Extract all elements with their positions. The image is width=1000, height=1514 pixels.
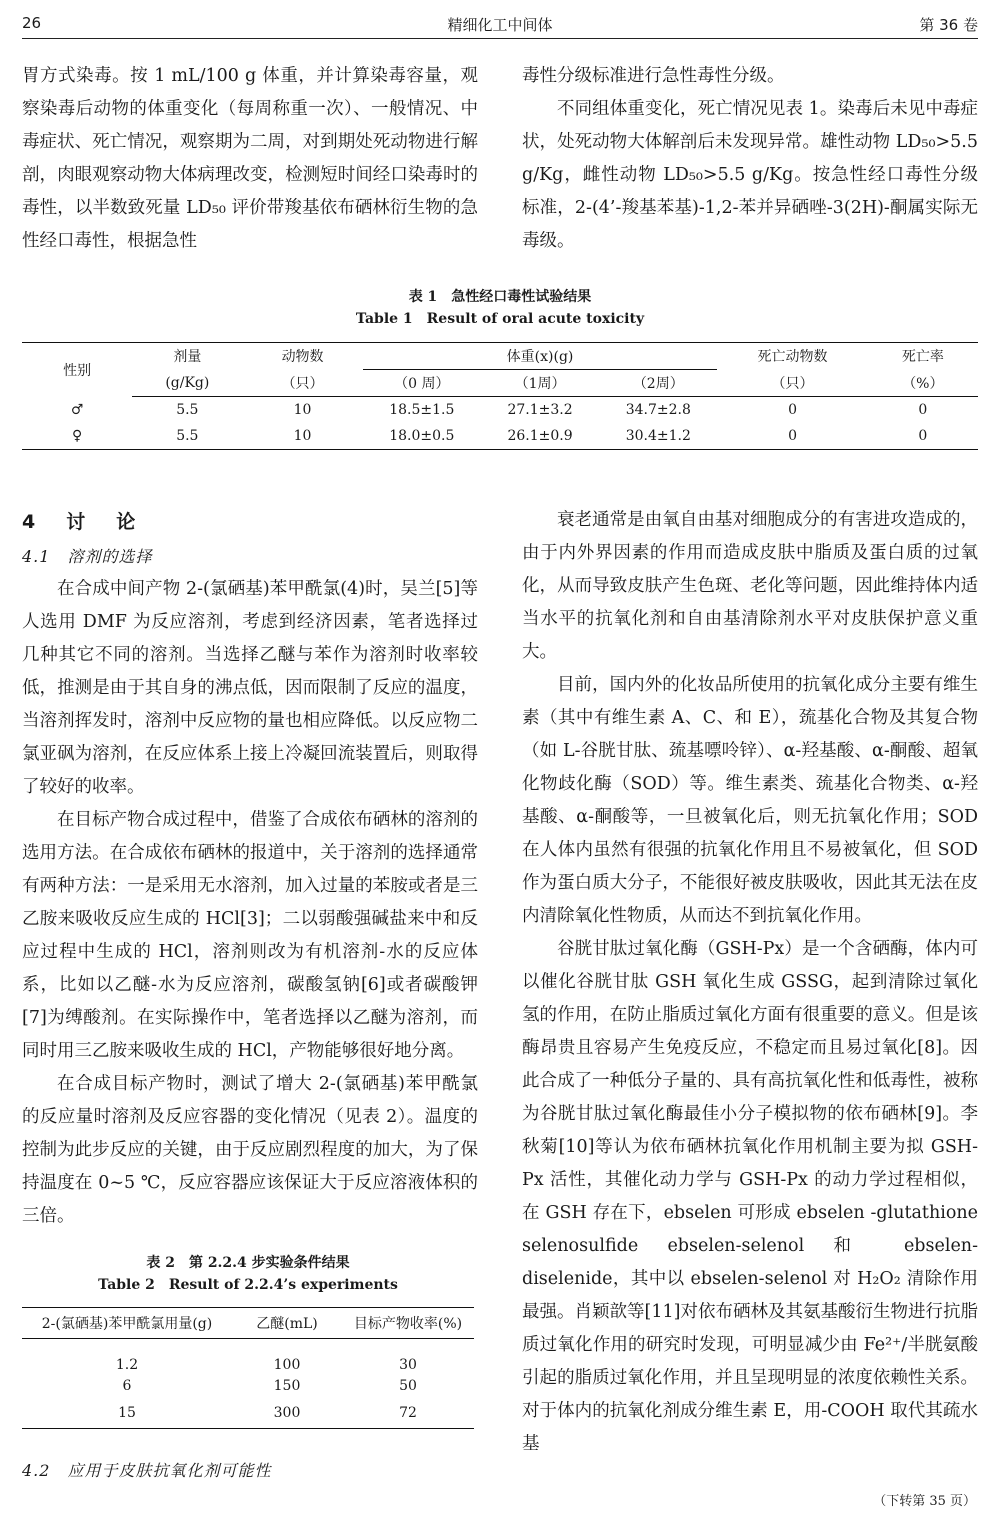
table1-caption-cn: 表 1 急性经口毒性试验结果 xyxy=(408,289,592,305)
header-yield: 目标产物收率(%) xyxy=(353,1316,463,1332)
table-row xyxy=(22,423,978,450)
subsection-heading: 4.1 溶剂的选择 xyxy=(22,547,153,566)
cell: 0 xyxy=(918,402,928,418)
left-bottom-column xyxy=(22,504,478,1233)
table1-caption xyxy=(22,286,978,330)
running-header xyxy=(22,8,978,39)
paragraph: 毒性分级标准进行急性毒性分级。 xyxy=(522,66,785,86)
header-sex: 性别 xyxy=(63,362,92,379)
page-number: 26 xyxy=(22,14,42,32)
cell: ♀ xyxy=(71,428,83,444)
right-bottom-column xyxy=(522,504,978,1461)
cell: 1.2 xyxy=(115,1357,139,1373)
paragraph: 在目标产物合成过程中，借鉴了合成依布硒林的溶剂的选用方法。在合成依布硒林的报道中，关于溶剂的选择通常有两种方法：一是采用无水溶剂，加入过量的苯胺或者是三乙胺来吸收反应生成的 HCl[3]；二以弱酸强碱盐来中和反应过程中生成的 HCl，溶剂则改为有机溶剂-水的反应体系，比如以乙醚-水为反应溶剂，碳酸氢钠[6]或者碳酸钾[7]为缚酸剂。在实际操作中，笔者选择以乙醚为溶剂，而同时用三乙胺来吸收生成的 HCl，产物能够很好地分离。 xyxy=(22,810,478,1061)
paragraph: 在合成目标产物时，测试了增大 2-(氯硒基)苯甲酰氯的反应量时溶剂及反应容器的变化情况（见表 2）。温度的控制为此步反应的关键，由于反应剧烈程度的加大，为了保持温度在 0~5 ℃，反应容器应该保证大于反应溶液体积的三倍。 xyxy=(22,1074,478,1226)
cell: 10 xyxy=(293,428,312,444)
cell: 18.0±0.5 xyxy=(389,428,455,444)
right-top-column xyxy=(522,60,978,258)
header-dose: 剂量 xyxy=(173,349,202,366)
journal-name: 精细化工中间体 xyxy=(447,16,553,34)
cell: 50 xyxy=(399,1377,417,1394)
table2-caption-cn: 表 2 第 2.2.4 步实验条件结果 xyxy=(146,1255,350,1271)
cell: 27.1±3.2 xyxy=(507,402,573,418)
cell: 26.1±0.9 xyxy=(507,428,573,444)
table2-caption xyxy=(22,1252,474,1296)
header-amount: 2-(氯硒基)苯甲酰氯用量(g) xyxy=(41,1316,213,1332)
subsection-heading: 4.2 应用于皮肤抗氧化剂可能性 xyxy=(22,1461,272,1480)
header-mortality: 死亡率 xyxy=(901,349,944,366)
cell: 15 xyxy=(118,1405,136,1421)
header-week2: （2周） xyxy=(599,370,717,397)
cell: 0 xyxy=(788,428,797,444)
table-experiment-conditions xyxy=(22,1307,474,1429)
paragraph: 胃方式染毒。按 1 mL/100 g 体重，并计算染毒容量，观察染毒后动物的体重变化（每周称重一次）、一般情况、中毒症状、死亡情况，观察期为二周，对到期处死动物进行解剖，肉眼观察动物大体病理改变，检测短时间经口染毒时的毒性，以半数致死量 LD₅₀ 评价带羧基依布硒林衍生物的急性经口毒性，根据急性 xyxy=(22,66,478,251)
cell: 100 xyxy=(273,1357,301,1373)
cell: 6 xyxy=(122,1377,132,1394)
cell: 30 xyxy=(399,1357,417,1373)
volume-label: 第 36 卷 xyxy=(919,16,978,34)
table-acute-toxicity xyxy=(22,342,978,450)
paragraph: 衰老通常是由氧自由基对细胞成分的有害进攻造成的，由于内外界因素的作用而造成皮肤中脂质及蛋白质的过氧化，从而导致皮肤产生色斑、老化等问题，因此维持体内适当水平的抗氧化剂和自由基清除剂水平对皮肤保护意义重大。 xyxy=(522,510,978,662)
left-top-column xyxy=(22,60,478,258)
cell: ♂ xyxy=(70,401,84,418)
header-deaths-unit: （只） xyxy=(717,370,867,397)
table-row xyxy=(22,1339,474,1374)
cell: 0 xyxy=(918,428,928,444)
header-week1: （1周） xyxy=(481,370,599,397)
header-animals-unit: （只） xyxy=(242,370,362,397)
cell: 10 xyxy=(293,402,312,418)
header-week0: （0 周） xyxy=(363,370,481,397)
table1-caption-en: Table 1 Result of oral acute toxicity xyxy=(355,311,645,327)
cell: 34.7±2.8 xyxy=(625,402,691,418)
paragraph: 在合成中间产物 2-(氯硒基)苯甲酰氯(4)时，吴兰[5]等人选用 DMF 为反应溶剂，考虑到经济因素，笔者选择过几种其它不同的溶剂。当选择乙醚与苯作为溶剂时收率较低，推测是由于其自身的沸点低，因而限制了反应的温度，当溶剂挥发时，溶剂中反应物的量也相应降低。以反应物二氯亚砜为溶剂，在反应体系上接上冷凝回流装置后，则取得了较好的收率。 xyxy=(22,579,478,797)
table2-caption-en: Table 2 Result of 2.2.4’s experiments xyxy=(98,1277,398,1293)
table-row xyxy=(22,1373,474,1398)
cell: 18.5±1.5 xyxy=(389,402,455,418)
continuation-note: （下转第 35 页） xyxy=(873,1494,976,1509)
paragraph: 目前，国内外的化妆品所使用的抗氧化成分主要有维生素（其中有维生素 A、C、和 E），巯基化合物及其复合物（如 L-谷胱甘肽、巯基嘌呤锌）、α-羟基酸、α-酮酸、超氧化物歧化酶（SOD）等。维生素类、巯基化合物类、α-羟基酸、α-酮酸等，一旦被氧化后，则无抗氧化作用；SOD 在人体内虽然有很强的抗氧化作用且不易被氧化，但 SOD 作为蛋白质大分子，不能很好被皮肤吸收，因此其无法在皮内清除氧化性物质，从而达不到抗氧化作用。 xyxy=(522,675,978,926)
header-deaths: 死亡动物数 xyxy=(757,349,828,366)
paragraph: 不同组体重变化，死亡情况见表 1。染毒后未见中毒症状，处死动物大体解剖后未发现异常。雄性动物 LD₅₀>5.5 g/Kg，雌性动物 LD₅₀>5.5 g/Kg。按急性经口毒性分级标准，2-(4’-羧基苯基)-1,2-苯并异硒唑-3(2H)-酮属实际无毒级。 xyxy=(522,99,978,251)
cell: 5.5 xyxy=(176,402,199,418)
header-weight: 体重(x)(g) xyxy=(363,343,718,370)
cell: 300 xyxy=(273,1405,301,1421)
header-mortality-unit: （%） xyxy=(868,370,978,397)
cell: 0 xyxy=(788,402,797,418)
header-ether: 乙醚(mL) xyxy=(256,1316,318,1332)
header-animals: 动物数 xyxy=(281,349,324,366)
table-row xyxy=(22,1398,474,1429)
cell: 5.5 xyxy=(176,428,199,444)
header-dose-unit: (g/Kg) xyxy=(132,370,242,397)
cell: 150 xyxy=(273,1377,301,1394)
paragraph: 谷胱甘肽过氧化酶（GSH-Px）是一个含硒酶，体内可以催化谷胱甘肽 GSH 氧化生成 GSSG，起到清除过氧化氢的作用，在防止脂质过氧化方面有很重要的意义。但是该酶昂贵且容易产生免疫反应，不稳定而且易过氧化[8]。因此合成了一种低分子量的、具有高抗氧化性和低毒性，被称为谷胱甘肽过氧化酶最佳小分子模拟物的依布硒林[9]。李秋菊[10]等认为依布硒林抗氧化作用机制主要为拟 GSH-Px 活性，其催化动力学与 GSH-Px 的动力学过程相似，在 GSH 存在下，ebselen 可形成 ebselen -glutathione selenosulfide ebselen-selenol 和 ebselen-diselenide，其中以 ebselen-selenol 对 H₂O₂ 清除作用最强。肖颖歆等[11]对依布硒林及其氨基酸衍生物进行抗脂质过氧化作用的研究时发现，可明显减少由 Fe²⁺/半胱氨酸引起的脂质过氧化作用，并且呈现明显的浓度依赖性关系。对于体内的抗氧化剂成分维生素 E，用-COOH 取代其疏水基 xyxy=(522,939,978,1454)
cell: 30.4±1.2 xyxy=(625,428,691,444)
section-heading: 4 讨 论 xyxy=(22,511,142,533)
table-row xyxy=(22,397,978,424)
cell: 72 xyxy=(399,1405,417,1421)
